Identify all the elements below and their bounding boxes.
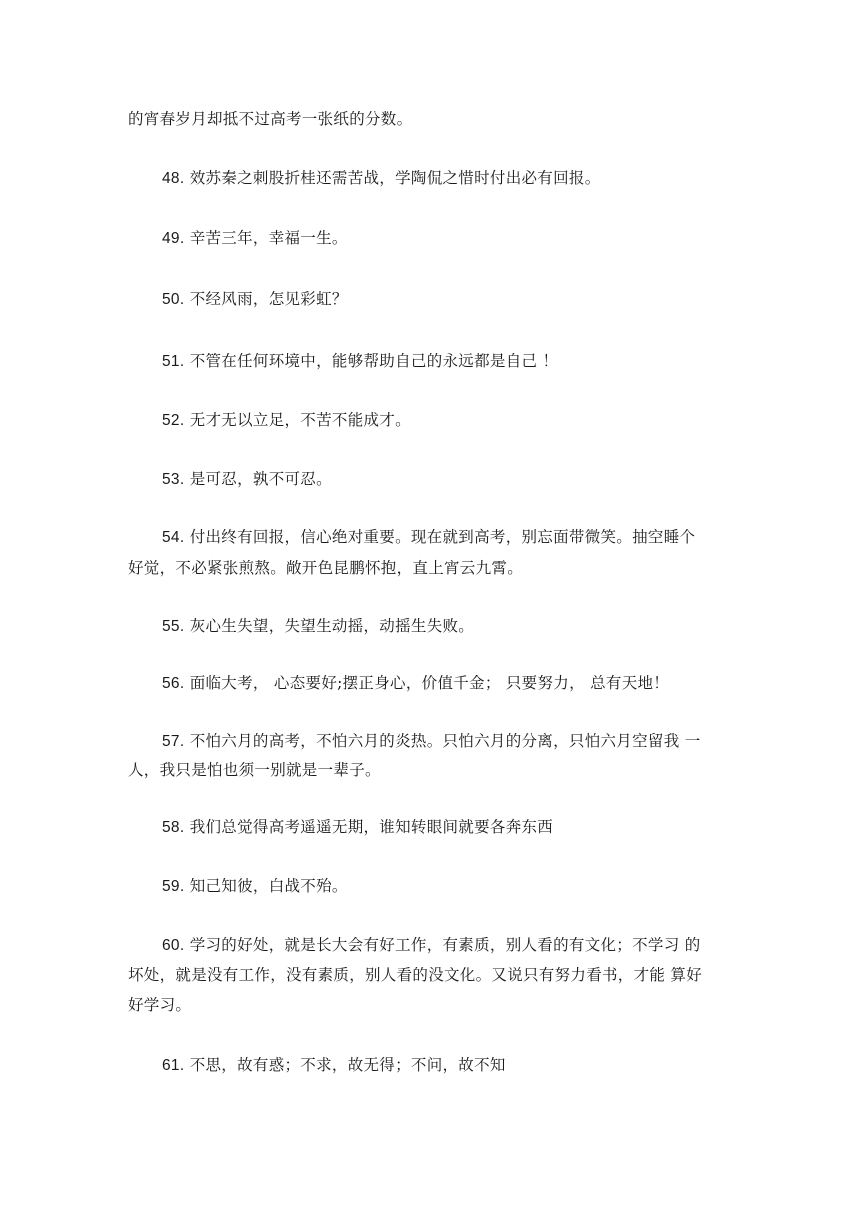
list-item-49: [128, 223, 738, 254]
item-number: 56.: [162, 675, 185, 692]
item-number: 52.: [162, 412, 185, 429]
list-item-58: [128, 812, 738, 843]
item-number: 55.: [162, 618, 185, 635]
item-number: 59.: [162, 878, 185, 895]
item-text: 学习的好处，就是长大会有好工作，有素质，别人看的有文化；不学习 的: [189, 936, 701, 954]
item-number: 51.: [162, 353, 185, 370]
item-text: 灰心生失望，失望生动摇，动摇生失败。: [189, 617, 475, 635]
list-item-51: [128, 346, 738, 377]
list-item-57: [128, 726, 738, 757]
list-item-52: [128, 405, 738, 436]
item-number: 48.: [162, 170, 185, 187]
list-item-60: [128, 930, 738, 961]
item-text: 不怕六月的高考，不怕六月的炎热。只怕六月的分离，只怕六月空留我 一: [189, 732, 701, 750]
item-number: 57.: [162, 733, 185, 750]
item-number: 49.: [162, 230, 185, 247]
item-text: 付出终有回报，信心绝对重要。现在就到高考，别忘面带微笑。抽空睡个: [189, 528, 696, 546]
item-number: 53.: [162, 471, 185, 488]
item-text: 不经风雨，怎见彩虹？: [189, 290, 348, 308]
item-text: 辛苦三年，幸福一生。: [189, 229, 348, 247]
item-text: 不思，故有惑；不求，故无得；不问，故不知: [189, 1056, 506, 1074]
list-item-53: [128, 464, 738, 495]
list-item-48: [128, 163, 738, 194]
item-text: 我们总觉得高考遥遥无期，谁知转眼间就要各奔东西: [189, 818, 554, 836]
item-text: 效苏秦之刺股折桂还需苦战，学陶侃之惜时付出必有回报。: [189, 169, 601, 187]
item-number: 60.: [162, 937, 185, 954]
item-number: 58.: [162, 819, 185, 836]
list-item-50: [128, 284, 738, 315]
paragraph-continuation: 的宵春岁月却抵不过高考一张纸的分数。: [128, 110, 413, 128]
list-item-54-continuation: 好觉，不必紧张煎熬。敞开色昆鹏怀抱，直上宵云九霄。: [128, 559, 524, 577]
list-item-61: [128, 1050, 738, 1081]
item-text: 面临大考， 心态要好;摆正身心，价值千金； 只要努力， 总有天地！: [189, 674, 670, 692]
item-text: 是可忍，孰不可忍。: [189, 470, 332, 488]
list-item-56: [128, 668, 738, 699]
list-item-59: [128, 871, 738, 902]
item-text: 不管在任何环境中，能够帮助自己的永远都是自己 ！: [189, 352, 559, 370]
item-number: 50.: [162, 291, 185, 308]
item-text: 无才无以立足，不苦不能成才。: [189, 411, 411, 429]
list-item-57-continuation: 人，我只是怕也须一别就是一辈子。: [128, 761, 381, 779]
item-text: 知己知彼，白战不殆。: [189, 877, 348, 895]
list-item-60-continuation: 坏处，就是没有工作，没有素质，别人看的没文化。又说只有努力看书，才能 算好: [128, 966, 703, 984]
list-item-55: [128, 611, 738, 642]
item-number: 54.: [162, 529, 185, 546]
item-number: 61.: [162, 1057, 185, 1074]
list-item-60-continuation-2: 好学习。: [128, 996, 192, 1014]
list-item-54: [128, 522, 738, 553]
